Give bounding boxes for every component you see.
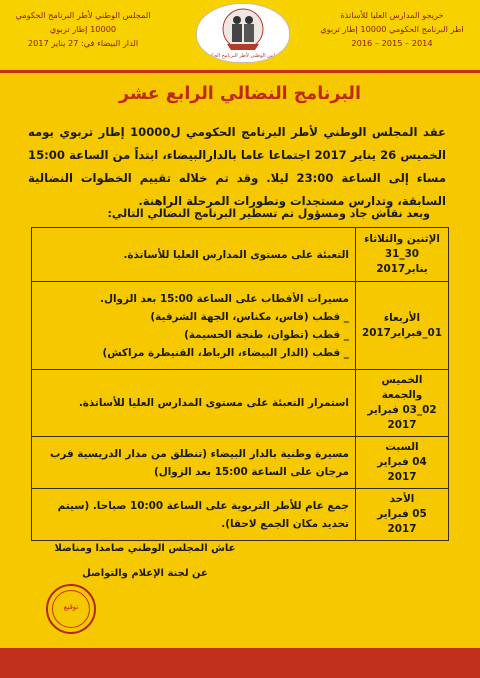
day-line: الإثنين والثلاثاء [364, 233, 440, 245]
table-row [32, 228, 449, 282]
header-left-line-2: 10000 إطار تربوي [49, 24, 117, 34]
schedule-activity [32, 437, 356, 489]
schedule-activity [32, 228, 356, 282]
organization-logo [196, 3, 290, 63]
activity-line: استمرار التعبئة على مستوى المدارس العليا للأساتذة. [78, 397, 349, 409]
schedule-day [355, 370, 448, 437]
header-right-line-1: خريجو المدارس العليا للأساتذة [340, 10, 444, 20]
day-line: 30_31 [384, 248, 420, 260]
day-line: 2017 [387, 419, 417, 431]
table-row [32, 489, 449, 541]
intro-paragraph: عقد المجلس الوطني لأطر البرنامج الحكومي ل10000 إطار تربوي يومه الخميس 26 يناير 2017 اجتماعا عاما بالدارالبيضاء، ابتداً من الساعة 15:00 مساء إلى الساعة 23:00 ليلا. وقد تم خلاله تقييم الخطوات النضالية السابقة، وتدارس مستجدات وتطورات المرحلة الراهنة. [28, 125, 446, 208]
day-line: الأحد [389, 493, 415, 505]
table-row [32, 282, 449, 370]
schedule-day [355, 282, 448, 370]
activity-line: _ قطب (فاس، مكناس، الجهة الشرقية) [150, 310, 349, 323]
header-divider [0, 70, 480, 73]
day-line: السبت [385, 441, 419, 453]
closing-signature [40, 536, 250, 586]
program-lead: وبعد نقاش جاد ومسؤول تم تسطير البرنامج النضالي التالي: [107, 207, 430, 220]
activity-line: مسيرات الأقطاب على الساعة 15:00 بعد الزوال. [100, 292, 349, 305]
header-left [8, 8, 158, 50]
schedule-day [355, 437, 448, 489]
schedule-activity [32, 370, 356, 437]
day-line: 02_03 فبراير [367, 404, 437, 416]
table-row [32, 370, 449, 437]
schedule-activity [32, 282, 356, 370]
activity-line: _ قطب (تطوان، طنجة الحسيمة) [184, 328, 349, 341]
footer-band [0, 648, 480, 678]
schedule-day [355, 228, 448, 282]
schedule-activity [32, 489, 356, 541]
table-row [32, 437, 449, 489]
official-seal [46, 584, 96, 634]
day-line: 05 فبراير 2017 [377, 508, 427, 535]
activity-line: _ قطب (الدار البيضاء، الرباط، القنيطرة مراكش) [102, 346, 349, 359]
activity-line: التعبئة على مستوى المدارس العليا للأساتذة. [123, 248, 349, 261]
schedule-day [355, 489, 448, 541]
header-right [312, 8, 472, 50]
seal-text: توقيع [63, 603, 79, 611]
schedule-table [31, 227, 449, 541]
page-title: البرنامج النضالي الرابع عشر [119, 84, 361, 104]
closing-slogan: عاش المجلس الوطني صامدا ومناضلا [54, 543, 236, 554]
day-line: الأربعاء [383, 311, 421, 324]
header-left-line-1: المجلس الوطني لأطر البرنامج الحكومي [15, 10, 151, 20]
committee-name: عن لجنة الإعلام والتواصل [82, 568, 208, 579]
activity-line: مسيرة وطنية بالدار البيضاء (تنطلق من مدار الدريسية قرب مرجان على الساعة 15:00 بعد الزوال) [49, 447, 349, 478]
header-right-line-3: 2014 – 2015 – 2016 [351, 38, 433, 48]
day-line: الخميس والجمعة [381, 374, 423, 401]
activity-line: جمع عام للأطر التربوية على الساعة 10:00 صباحا. (سيتم تحديد مكان الجمع لاحقا). [57, 499, 349, 530]
day-line: 04 فبراير 2017 [377, 456, 427, 483]
header-left-line-3: الدار البيضاء في: 27 يناير 2017 [27, 38, 139, 48]
day-line: يناير2017 [376, 263, 428, 275]
day-line: 01_فبراير2017 [361, 326, 442, 339]
logo-caption: المجلس الوطني لأطر البرنامج الحكومي [201, 53, 285, 59]
header-right-line-2: اطر البرنامج الحكومي 10000 إطار تربوي [320, 24, 464, 34]
